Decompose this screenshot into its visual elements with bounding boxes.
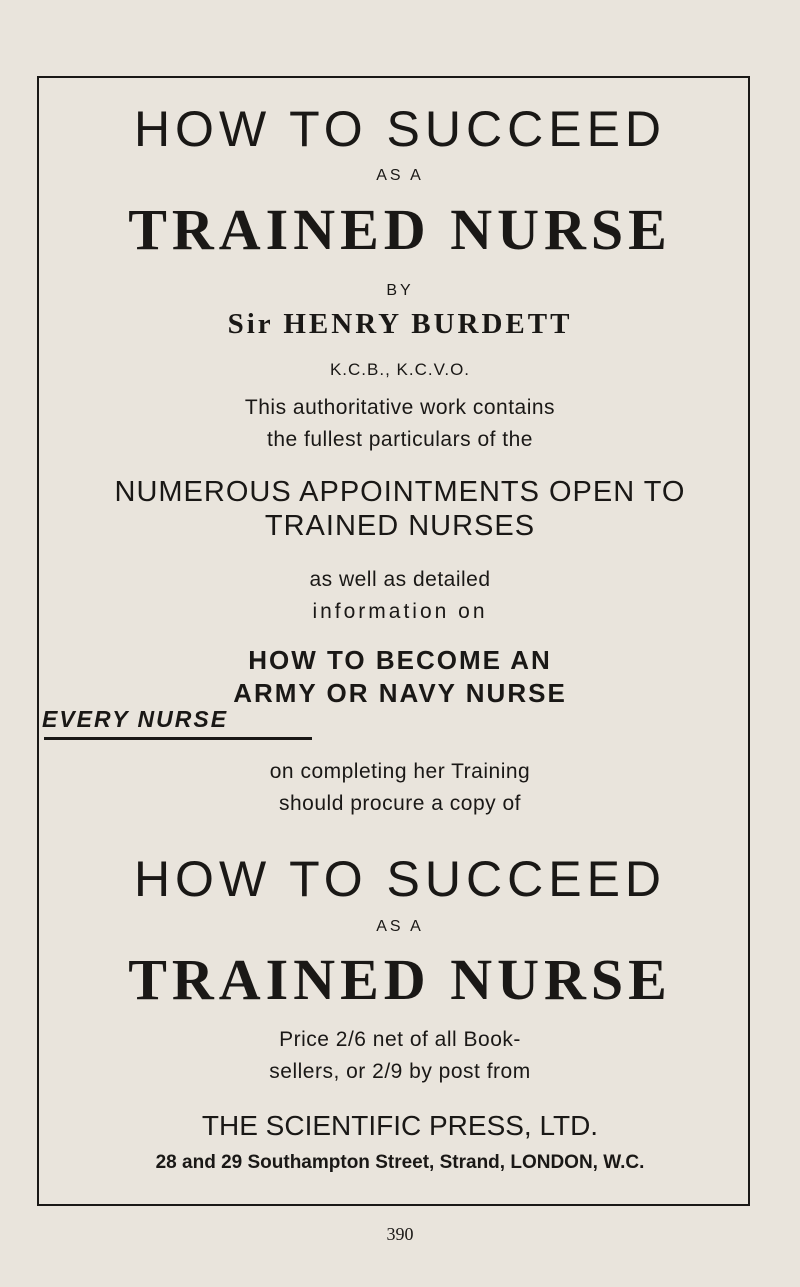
intro-line-1: This authoritative work contains	[244, 396, 556, 419]
every-nurse-label: EVERY NURSE	[42, 706, 229, 732]
title-bottom: TRAINED NURSE	[128, 947, 672, 1012]
appointments-line-2: TRAINED NURSES	[264, 510, 536, 542]
completing-line-1: on completing her Training	[269, 760, 531, 783]
intro-line-2: the fullest particulars of the	[267, 428, 533, 451]
army-line-1: HOW TO BECOME AN	[248, 645, 552, 675]
price-line-1: Price 2/6 net of all Book-	[279, 1028, 521, 1051]
title-top: TRAINED NURSE	[128, 197, 672, 262]
author-name: Sir HENRY BURDETT	[227, 308, 573, 340]
by-label: BY	[386, 282, 414, 299]
appointments-line-1: NUMEROUS APPOINTMENTS OPEN TO	[114, 476, 686, 508]
price-line-2: sellers, or 2/9 by post from	[269, 1060, 531, 1083]
heading-top: HOW TO SUCCEED	[133, 101, 667, 157]
publisher-name: THE SCIENTIFIC PRESS, LTD.	[201, 1110, 599, 1141]
as-a-top: AS A	[376, 167, 424, 184]
army-line-2: ARMY OR NAVY NURSE	[233, 678, 567, 708]
completing-line-2: should procure a copy of	[279, 792, 521, 815]
author-honours: K.C.B., K.C.V.O.	[329, 360, 471, 379]
every-nurse-underline	[44, 737, 312, 740]
heading-bottom: HOW TO SUCCEED	[133, 851, 667, 907]
page-number: 390	[386, 1224, 414, 1244]
as-a-bottom: AS A	[376, 918, 424, 935]
detail-line-1: as well as detailed	[309, 568, 491, 591]
detail-line-2: information on	[312, 600, 488, 623]
publisher-address: 28 and 29 Southampton Street, Strand, LONDON, W.C.	[155, 1152, 645, 1173]
